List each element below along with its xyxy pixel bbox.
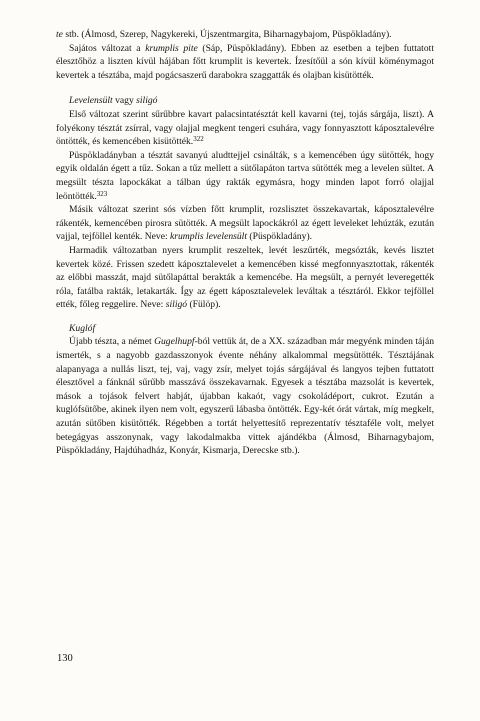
paragraph-kuglof [56, 335, 434, 457]
body-text [56, 28, 434, 458]
paragraph-6-text-b: (Fülöp). [187, 299, 221, 311]
section-heading-levelensult [56, 94, 434, 108]
heading-2-italic: Kuglóf [69, 322, 96, 334]
heading-1-italic-a: Levelensült [69, 95, 113, 107]
paragraph-levelensult-1 [56, 108, 434, 149]
paragraph-7-italic: Gugelhupf [154, 336, 195, 348]
page-number: 130 [57, 653, 73, 664]
paragraph-levelensult-4 [56, 244, 434, 312]
paragraph-7-text-b: -ból vettük át, de a XX. században már megyénk minden táján ismerték, s a nagyobb gazdasszonyok évente néhány alkalommal megsütötték. Tésztájának alapanyaga a nullás liszt, tej, vaj, vagy zsír, melyet tojás sárgájával és langyos tejben futtatott élesztővel a fánknál sűrűbb masszává összekavarnak. Egyesek a tésztába mazsolát is kevertek, mások a tojások felvert habját, újabban kakaót, vagy csokoládéport, cukrot. Ezután a kuglófsütőbe, akinek ilyen nem volt, egyszerű lábasba öntötték. Egy-két órát vártak, míg megkelt, azután sütőben kisütötték. Régebben a tortát helyettesítő reprezentatív tésztaféle volt, melyet betegágyas asszonynak, vagy lakodalmakba vittek ajándékba (Álmosd, Biharnagybajom, Püspökladány, Hajdúhadház, Konyár, Kismarja, Derecske stb.). [56, 336, 434, 457]
paragraph-2-text-a: Sajátos változat a [69, 42, 146, 54]
footnote-marker-322: 322 [193, 135, 204, 144]
paragraph-5-text-b: (Püspökladány). [247, 231, 313, 243]
paragraph-levelensult-2 [56, 149, 434, 203]
paragraph-1 [56, 28, 434, 42]
paragraph-6-text-a: Harmadik változatban nyers krumplit reszeltek, levét leszűrték, megsózták, kevés lisztet kevertek közé. Frissen szedett káposztalevelet a kemencében kissé megfonnyasztottak, rákenték az előbbi masszát, majd sütőlapáttal berakták a kemencébe. Ha megsült, a pernyét leveregették róla, fatálba rakták, letakarták. Így az égett káposztalevelek leváltak a tésztáról. Ekkor tejföllel ették, főleg reggelire. Neve: [56, 244, 434, 311]
paragraph-levelensult-3 [56, 203, 434, 244]
paragraph-2-italic: krumplis pite [145, 42, 198, 54]
paragraph-1-italic: te [56, 29, 63, 40]
paragraph-7-text-a: Újabb tészta, a német [69, 336, 155, 348]
heading-1-text: vagy [112, 95, 137, 107]
paragraph-krumplis-pite [56, 42, 434, 83]
paragraph-2-text-b: (Sáp, Püspökladány). Ebben az esetben a tejben futtatott élesztőhöz a liszten kívül hájában főtt krumplit is kevertek. Ízesítőül a són kívül köménymagot kevertek a tésztába, majd pogácsaszerű darabokra szaggatták és olajban kisütötték. [56, 42, 434, 81]
heading-1-italic-b: siligó [136, 95, 158, 107]
footnote-marker-323: 323 [96, 189, 108, 198]
paragraph-4-text: Püspökladányban a tésztát savanyú aludttejjel csinálták, s a kemencében úgy sütötték, hogy egyik oldalán égett a tűz. Sokan a tűz mellett a sütőlapáton tartva sütötték meg a levelen sültet. A megsült tészta lapockákat a tálban úgy rakták egymásra, hogy minden lapot forró olajjal leöntötték. [56, 149, 434, 202]
section-heading-kuglof [56, 322, 434, 336]
paragraph-5-text-a: Másik változat szerint sós vízben főtt krumplit, rozslisztet összekavartak, káposztalevélre rákenték, kemencében pirosra sütötték. A megsült lapockákról az égett leveleket lehúzták, ezután vajjal, tejföllel kenték. Neve: [56, 204, 434, 243]
paragraph-5-italic: krumplis levelensült [170, 231, 248, 243]
paragraph-3-text: Első változat szerint sűrűbbre kavart palacsintatésztát kell kavarni (tej, tojás sárgája, liszt). A folyékony tésztát zsírral, vagy olajjal megkent tengeri csuhára, vagy fonnyasztott káposztalevélre öntötték, és kemencében kisütötték. [56, 108, 434, 148]
paragraph-6-italic: siligó [165, 299, 188, 311]
paragraph-1-text: stb. (Álmosd, Szerep, Nagykereki, Újszentmargita, Biharnagybajom, Püspökladány). [62, 29, 392, 40]
